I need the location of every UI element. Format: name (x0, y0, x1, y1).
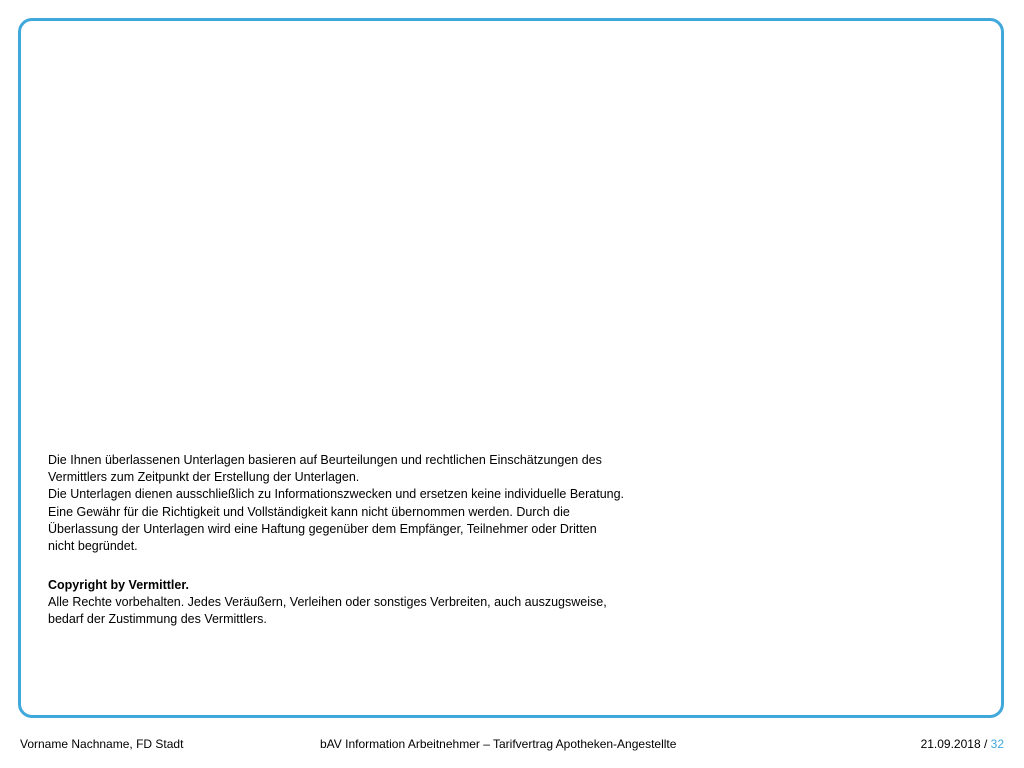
page-number: 32 (990, 737, 1004, 751)
disclaimer-line: nicht begründet. (48, 539, 138, 554)
disclaimer-line: Vermittlers zum Zeitpunkt der Erstellung der Unterlagen. (48, 470, 360, 485)
footer-separator: / (980, 737, 991, 751)
disclaimer-text (48, 452, 728, 555)
copyright-title: Copyright by Vermittler. (48, 578, 190, 592)
copyright-line: bedarf der Zustimmung des Vermittlers. (48, 612, 267, 627)
disclaimer-line: Die Ihnen überlassenen Unterlagen basieren auf Beurteilungen und rechtlichen Einschätzungen des (48, 453, 602, 467)
disclaimer-line: Die Unterlagen dienen ausschließlich zu Informationszwecken und ersetzen keine individuelle Beratung. (48, 487, 625, 502)
copyright-notice (48, 577, 728, 629)
disclaimer-line: Eine Gewähr für die Richtigkeit und Vollständigkeit kann nicht übernommen werden. Durch die (48, 504, 570, 519)
footer-date: 21.09.2018 (920, 737, 981, 751)
copyright-line: Alle Rechte vorbehalten. Jedes Veräußern, Verleihen oder sonstiges Verbreiten, auch auszugsweise, (48, 595, 607, 610)
disclaimer-line: Überlassung der Unterlagen wird eine Haftung gegenüber dem Empfänger, Teilnehmer oder Dritten (48, 521, 597, 536)
footer-author: Vorname Nachname, FD Stadt (20, 737, 184, 751)
footer-date-page (921, 737, 1004, 751)
footer-presentation-title: bAV Information Arbeitnehmer – Tarifvertrag Apotheken-Angestellte (320, 737, 677, 751)
